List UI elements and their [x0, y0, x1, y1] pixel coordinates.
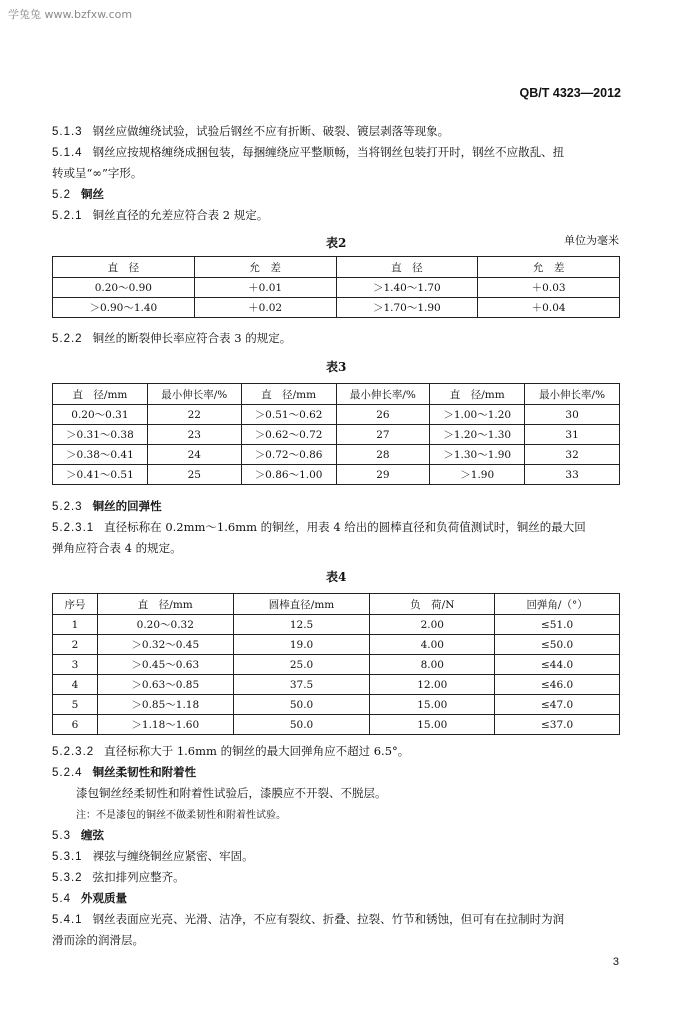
section-5-2-4	[52, 764, 196, 780]
table-cell: 24	[147, 445, 241, 465]
clause-number: 5.1.3	[52, 126, 83, 138]
header-cell: 负 荷/N	[370, 594, 495, 615]
table-cell: ≤44.0	[495, 655, 620, 675]
clause-5-2-4-body: 漆包铜丝经柔韧性和附着性试验后，漆膜应不开裂、不脱层。	[76, 786, 387, 800]
header-cell: 最小伸长率/%	[336, 384, 430, 405]
watermark: 学兔兔 www.bzfxw.com	[8, 8, 133, 21]
table-cell: ≤37.0	[495, 715, 620, 735]
section-title: 铜丝柔韧性和附着性	[92, 765, 197, 779]
table-cell: 37.5	[233, 675, 370, 695]
table-cell: 27	[336, 425, 430, 445]
table-cell: ＞0.38～0.41	[53, 445, 148, 465]
clause-5-4-1-cont: 滑而涂的润滑层。	[52, 933, 144, 947]
table-cell: ＞0.63～0.85	[97, 675, 233, 695]
table-cell: ＞1.18～1.60	[97, 715, 233, 735]
clause-number: 5.2.3.2	[52, 746, 95, 758]
header-cell: 序号	[53, 594, 98, 615]
table-cell: ＋0.02	[194, 298, 336, 318]
clause-text: 弦扣排列应整齐。	[92, 870, 185, 884]
header-cell: 最小伸长率/%	[147, 384, 241, 405]
table-cell: ＞0.86～1.00	[241, 465, 336, 485]
table-cell: ＞0.90～1.40	[53, 298, 195, 318]
table-cell: 5	[53, 695, 98, 715]
table-cell: ＞0.51～0.62	[241, 405, 336, 425]
table-cell: 4	[53, 675, 98, 695]
section-title: 缠弦	[81, 828, 104, 842]
table-row	[53, 445, 620, 465]
table-cell: 0.20～0.32	[97, 615, 233, 635]
table-cell: 26	[336, 405, 430, 425]
table-cell: 32	[525, 445, 620, 465]
table-cell: 29	[336, 465, 430, 485]
table-cell: 50.0	[233, 715, 370, 735]
table-cell: 12.00	[370, 675, 495, 695]
clause-number: 5.2.2	[52, 333, 83, 345]
table-cell: ＞0.41～0.51	[53, 465, 148, 485]
table-cell: ＞0.62～0.72	[241, 425, 336, 445]
table-2-caption: 表2	[326, 236, 347, 250]
table-row	[53, 675, 620, 695]
table-cell: ＞1.40～1.70	[336, 278, 478, 298]
section-5-4	[52, 890, 127, 906]
clause-5-2-1	[52, 207, 268, 223]
table-cell: 6	[53, 715, 98, 735]
table-cell: 2.00	[370, 615, 495, 635]
table-cell: ＞1.30～1.90	[430, 445, 525, 465]
table-cell: 0.20～0.90	[53, 278, 195, 298]
table-cell: 22	[147, 405, 241, 425]
clause-5-1-4	[52, 144, 564, 160]
table-header-row	[53, 257, 620, 278]
table-row	[53, 278, 620, 298]
table-row	[53, 695, 620, 715]
clause-number: 5.4.1	[52, 914, 83, 926]
table-row	[53, 655, 620, 675]
header-cell: 圆棒直径/mm	[233, 594, 370, 615]
section-title: 外观质量	[81, 891, 127, 905]
clause-text: 铜丝的断裂伸长率应符合表 3 的规定。	[92, 331, 292, 345]
table-cell: ＋0.04	[478, 298, 620, 318]
table-cell: ＞1.20～1.30	[430, 425, 525, 445]
header-cell: 允 差	[478, 257, 620, 278]
table-cell: 1	[53, 615, 98, 635]
clause-text: 钢丝应做缠绕试验，试验后钢丝不应有折断、破裂、镀层剥落等现象。	[92, 124, 450, 138]
table-row	[53, 635, 620, 655]
clause-5-4-1	[52, 911, 564, 927]
table-4-caption: 表4	[326, 570, 347, 584]
clause-number: 5.3.1	[52, 851, 83, 863]
table-cell: 28	[336, 445, 430, 465]
table-cell: ≤46.0	[495, 675, 620, 695]
table-cell: ≤47.0	[495, 695, 620, 715]
table-cell: 31	[525, 425, 620, 445]
header-cell: 最小伸长率/%	[525, 384, 620, 405]
standard-code: QB/T 4323—2012	[519, 86, 621, 100]
table-cell: ＞0.32～0.45	[97, 635, 233, 655]
header-cell: 直 径/mm	[241, 384, 336, 405]
table-cell: ≤51.0	[495, 615, 620, 635]
table-row	[53, 425, 620, 445]
table-cell: 2	[53, 635, 98, 655]
section-number: 5.2.3	[52, 501, 83, 513]
table-cell: 30	[525, 405, 620, 425]
clause-5-1-4-cont: 转或呈“∞”字形。	[52, 166, 143, 180]
note: 注：不是漆包的铜丝不做柔韧性和附着性试验。	[76, 810, 286, 821]
clause-text: 铜丝直径的允差应符合表 2 规定。	[92, 208, 269, 222]
table-cell: ＋0.03	[478, 278, 620, 298]
table-cell: ＞0.45～0.63	[97, 655, 233, 675]
table-2	[52, 256, 620, 318]
section-number: 5.2	[52, 189, 71, 201]
clause-5-2-3-2	[52, 743, 409, 759]
clause-5-3-1	[52, 848, 254, 864]
table-cell: ＋0.01	[194, 278, 336, 298]
table-cell: ＞0.72～0.86	[241, 445, 336, 465]
table-row	[53, 465, 620, 485]
table-cell: 23	[147, 425, 241, 445]
section-number: 5.4	[52, 893, 71, 905]
table-cell: ＞0.31～0.38	[53, 425, 148, 445]
table-row	[53, 615, 620, 635]
header-cell: 直 径	[53, 257, 195, 278]
table-cell: 12.5	[233, 615, 370, 635]
table-cell: 15.00	[370, 695, 495, 715]
table-cell: 15.00	[370, 715, 495, 735]
section-5-2-3	[52, 498, 162, 514]
section-number: 5.3	[52, 830, 71, 842]
table-cell: ＞0.85～1.18	[97, 695, 233, 715]
header-cell: 直 径/mm	[97, 594, 233, 615]
clause-5-1-3	[52, 123, 449, 139]
table-3-caption: 表3	[326, 360, 347, 374]
header-cell: 直 径/mm	[53, 384, 148, 405]
section-title: 铜丝	[81, 187, 104, 201]
table-cell: 0.20～0.31	[53, 405, 148, 425]
clause-number: 5.3.2	[52, 872, 83, 884]
header-cell: 直 径	[336, 257, 478, 278]
table-cell: 19.0	[233, 635, 370, 655]
clause-text: 裸弦与缠绕铜丝应紧密、牢固。	[92, 849, 254, 863]
header-cell: 直 径/mm	[430, 384, 525, 405]
table-3	[52, 383, 620, 485]
clause-5-3-2	[52, 869, 185, 885]
section-5-2	[52, 186, 104, 202]
clause-text: 钢丝表面应光亮、光滑、洁净，不应有裂纹、折叠、拉裂、竹节和锈蚀，但可有在拉制时为润	[92, 912, 565, 926]
clause-number: 5.1.4	[52, 147, 83, 159]
clause-number: 5.2.1	[52, 210, 83, 222]
table-cell: 50.0	[233, 695, 370, 715]
table-cell: 25	[147, 465, 241, 485]
table-cell: ＞1.90	[430, 465, 525, 485]
clause-text: 直径标称在 0.2mm～1.6mm 的铜丝，用表 4 给出的圆棒直径和负荷值测试时，铜丝的最大回	[104, 520, 586, 534]
section-5-3	[52, 827, 104, 843]
table-cell: 8.00	[370, 655, 495, 675]
table-row	[53, 715, 620, 735]
table-2-unit: 单位为毫米	[564, 234, 619, 247]
table-header-row	[53, 594, 620, 615]
table-header-row	[53, 384, 620, 405]
clause-text: 钢丝应按规格缠绕成捆包装，每捆缠绕应平整顺畅，当将钢丝包装打开时，钢丝不应散乱、扭	[92, 145, 565, 159]
table-cell: 3	[53, 655, 98, 675]
table-4	[52, 593, 620, 735]
table-cell: 33	[525, 465, 620, 485]
clause-5-2-2	[52, 330, 291, 346]
page-number: 3	[612, 956, 619, 968]
table-cell: 25.0	[233, 655, 370, 675]
clause-5-2-3-1-cont: 弹角应符合表 4 的规定。	[52, 541, 182, 555]
section-title: 铜丝的回弹性	[92, 499, 162, 513]
table-cell: ≤50.0	[495, 635, 620, 655]
table-row	[53, 298, 620, 318]
clause-text: 直径标称大于 1.6mm 的铜丝的最大回弹角应不超过 6.5°。	[104, 744, 410, 758]
section-number: 5.2.4	[52, 767, 83, 779]
clause-5-2-3-1	[52, 519, 586, 535]
header-cell: 回弹角/（°）	[495, 594, 620, 615]
clause-number: 5.2.3.1	[52, 522, 95, 534]
table-row	[53, 405, 620, 425]
table-cell: 4.00	[370, 635, 495, 655]
table-cell: ＞1.70～1.90	[336, 298, 478, 318]
table-cell: ＞1.00～1.20	[430, 405, 525, 425]
header-cell: 允 差	[194, 257, 336, 278]
